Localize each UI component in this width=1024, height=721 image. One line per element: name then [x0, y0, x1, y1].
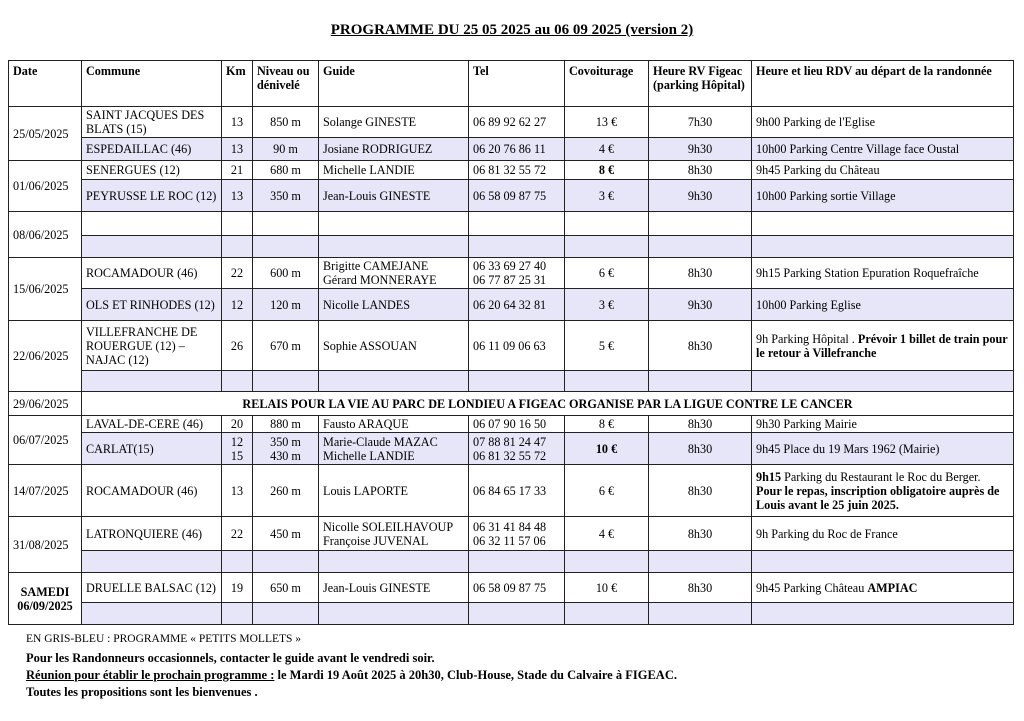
- date-cell: 06/07/2025: [9, 416, 82, 465]
- header-tel: Tel: [469, 61, 565, 107]
- guide-name: Brigitte CAMEJANE: [323, 259, 429, 274]
- header-date: Date: [9, 61, 82, 107]
- niveau-cell: 680 m: [253, 161, 319, 180]
- guide-cell: Jean-Louis GINESTE: [319, 573, 469, 603]
- rdv-cell: 9h Parking du Roc de France: [752, 517, 1014, 551]
- tel-cell: 06 20 76 86 11: [469, 138, 565, 161]
- tel-number: 06 33 69 27 40: [473, 259, 547, 274]
- date-cell: 08/06/2025: [9, 212, 82, 258]
- heure-cell: 8h30: [649, 517, 752, 551]
- commune-cell: ROCAMADOUR (46): [82, 258, 222, 289]
- commune-cell: PEYRUSSE LE ROC (12): [82, 180, 222, 212]
- header-guide: Guide: [319, 61, 469, 107]
- covoit-cell: 4 €: [565, 138, 649, 161]
- guide-cell: Fausto ARAQUE: [319, 416, 469, 433]
- km-cell: 12: [222, 289, 253, 321]
- km-cell: 13: [222, 138, 253, 161]
- tel-number: 06 31 41 84 48: [473, 519, 547, 534]
- niveau-cell: 650 m: [253, 573, 319, 603]
- rdv-cell: 9h45 Place du 19 Mars 1962 (Mairie): [752, 433, 1014, 465]
- niveau-cell: 90 m: [253, 138, 319, 161]
- date-cell: 25/05/2025: [9, 107, 82, 161]
- tel-cell: 06 20 64 32 81: [469, 289, 565, 321]
- covoit-cell: 13 €: [565, 107, 649, 138]
- rdv-cell: 9h15 Parking Station Epuration Roquefraîche: [752, 258, 1014, 289]
- covoit-cell: 6 €: [565, 465, 649, 517]
- table-row: [9, 107, 1014, 138]
- rdv-cell: 10h00 Parking Eglise: [752, 289, 1014, 321]
- table-row: [9, 465, 1014, 517]
- rdv-cell: 9h45 Parking du Château: [752, 161, 1014, 180]
- welcome-note: Toutes les propositions sont les bienvenues .: [26, 685, 258, 699]
- tel-number: 06 77 87 25 31: [473, 273, 547, 288]
- date-cell: 01/06/2025: [9, 161, 82, 212]
- header-km: Km: [222, 61, 253, 107]
- guide-name: Nicolle SOLEILHAVOUP: [323, 519, 454, 534]
- rdv-cell: 9h00 Parking de l'Eglise: [752, 107, 1014, 138]
- commune-cell: VILLEFRANCHE DE ROUERGUE (12) – NAJAC (12): [82, 321, 222, 371]
- guide-cell: Josiane RODRIGUEZ: [319, 138, 469, 161]
- header-row: [9, 61, 1014, 107]
- commune-cell: CARLAT(15): [82, 433, 222, 465]
- table-row: [9, 517, 1014, 551]
- table-row: [9, 212, 1014, 236]
- commune-cell: OLS ET RINHODES (12): [82, 289, 222, 321]
- guide-cell: Louis LAPORTE: [319, 465, 469, 517]
- header-heure-rv: Heure RV Figeac (parking Hôpital): [649, 61, 752, 107]
- commune-cell: DRUELLE BALSAC (12): [82, 573, 222, 603]
- niveau-cell: 260 m: [253, 465, 319, 517]
- guide-cell: Michelle LANDIE: [319, 161, 469, 180]
- km-cell: 13: [222, 465, 253, 517]
- table-row: [9, 573, 1014, 603]
- guide-name: Marie-Claude MAZAC: [323, 434, 438, 449]
- table-row: [9, 236, 1014, 258]
- rdv-cell: 9h30 Parking Mairie: [752, 416, 1014, 433]
- covoit-cell: 8 €: [565, 161, 649, 180]
- tel-cell: 06 58 09 87 75: [469, 573, 565, 603]
- date-cell: 22/06/2025: [9, 321, 82, 392]
- km-cell: 19: [222, 573, 253, 603]
- rdv-cell: 9h Parking Hôpital . Prévoir 1 billet de train pour le retour à Villefranche: [752, 321, 1014, 371]
- covoit-cell: 3 €: [565, 289, 649, 321]
- rdv-cell: 10h00 Parking Centre Village face Oustal: [752, 138, 1014, 161]
- commune-cell: ESPEDAILLAC (46): [82, 138, 222, 161]
- km-cell: 26: [222, 321, 253, 371]
- km-cell: 21: [222, 161, 253, 180]
- rdv-cell: 9h15 Parking du Restaurant le Roc du Berger. Pour le repas, inscription obligatoire auprès de Louis avant le 25 juin 2025.: [752, 465, 1014, 517]
- heure-cell: 9h30: [649, 138, 752, 161]
- guide-cell: [319, 433, 469, 465]
- guide-name: Françoise JUVENAL: [323, 533, 429, 548]
- tel-cell: 06 89 92 62 27: [469, 107, 565, 138]
- heure-cell: 7h30: [649, 107, 752, 138]
- covoit-cell: 10 €: [565, 573, 649, 603]
- commune-cell: LAVAL-DE-CERE (46): [82, 416, 222, 433]
- date-cell: 15/06/2025: [9, 258, 82, 321]
- page-title: PROGRAMME DU 25 05 2025 au 06 09 2025 (version 2): [330, 22, 694, 38]
- covoit-cell: 4 €: [565, 517, 649, 551]
- table-row: [9, 371, 1014, 392]
- niveau-cell: 600 m: [253, 258, 319, 289]
- niveau-cell: 880 m: [253, 416, 319, 433]
- table-row: [9, 321, 1014, 371]
- rdv-cell: 9h45 Parking Château AMPIAC: [752, 573, 1014, 603]
- table-row: [9, 603, 1014, 625]
- guide-name: Michelle LANDIE: [323, 448, 415, 463]
- heure-cell: 8h30: [649, 161, 752, 180]
- header-commune: Commune: [82, 61, 222, 107]
- guide-cell: [319, 258, 469, 289]
- niveau-cell: 670 m: [253, 321, 319, 371]
- commune-cell: ROCAMADOUR (46): [82, 465, 222, 517]
- covoit-cell: 6 €: [565, 258, 649, 289]
- meeting-note: Réunion pour établir le prochain programme : le Mardi 19 Août 2025 à 20h30, Club-House, Stade du Calvaire à FIGEAC.: [26, 668, 677, 682]
- heure-cell: 8h30: [649, 433, 752, 465]
- heure-cell: 8h30: [649, 573, 752, 603]
- km-cell: 12 15: [222, 433, 253, 465]
- heure-cell: 9h30: [649, 289, 752, 321]
- guide-cell: Nicolle LANDES: [319, 289, 469, 321]
- rdv-cell: 10h00 Parking sortie Village: [752, 180, 1014, 212]
- commune-cell: LATRONQUIERE (46): [82, 517, 222, 551]
- header-niveau: Niveau ou dénivelé: [253, 61, 319, 107]
- table-row: [9, 258, 1014, 289]
- tel-number: 06 81 32 55 72: [473, 448, 547, 463]
- table-row: [9, 433, 1014, 465]
- km-cell: 13: [222, 180, 253, 212]
- km-cell: 20: [222, 416, 253, 433]
- guide-name: Gérard MONNERAYE: [323, 273, 437, 288]
- date-cell: 29/06/2025: [9, 392, 82, 416]
- heure-cell: 9h30: [649, 180, 752, 212]
- table-row: [9, 289, 1014, 321]
- tel-cell: [469, 517, 565, 551]
- program-table: [8, 60, 1014, 625]
- tel-cell: [469, 258, 565, 289]
- tel-number: 07 88 81 24 47: [473, 434, 547, 449]
- heure-cell: 8h30: [649, 465, 752, 517]
- tel-cell: [469, 433, 565, 465]
- tel-cell: 06 11 09 06 63: [469, 321, 565, 371]
- header-covoiturage: Covoiturage: [565, 61, 649, 107]
- guide-cell: Solange GINESTE: [319, 107, 469, 138]
- heure-cell: 8h30: [649, 321, 752, 371]
- guide-cell: Jean-Louis GINESTE: [319, 180, 469, 212]
- tel-cell: 06 84 65 17 33: [469, 465, 565, 517]
- table-row: [9, 161, 1014, 180]
- niveau-cell: 450 m: [253, 517, 319, 551]
- heure-cell: 8h30: [649, 416, 752, 433]
- table-row: [9, 551, 1014, 573]
- km-cell: 13: [222, 107, 253, 138]
- relais-note: RELAIS POUR LA VIE AU PARC DE LONDIEU A FIGEAC ORGANISE PAR LA LIGUE CONTRE LE CANCER: [82, 392, 1014, 416]
- table-row: [9, 180, 1014, 212]
- commune-cell: SENERGUES (12): [82, 161, 222, 180]
- tel-cell: 06 58 09 87 75: [469, 180, 565, 212]
- km-cell: 22: [222, 517, 253, 551]
- covoit-cell: 3 €: [565, 180, 649, 212]
- km-cell: 22: [222, 258, 253, 289]
- covoit-cell: 10 €: [565, 433, 649, 465]
- heure-cell: 8h30: [649, 258, 752, 289]
- header-rdv: Heure et lieu RDV au départ de la randonnée: [752, 61, 1014, 107]
- tel-number: 06 32 11 57 06: [473, 533, 546, 548]
- guide-cell: Sophie ASSOUAN: [319, 321, 469, 371]
- date-cell: 14/07/2025: [9, 465, 82, 517]
- niveau-cell: 120 m: [253, 289, 319, 321]
- date-cell: 31/08/2025: [9, 517, 82, 573]
- niveau-cell: 350 m: [253, 180, 319, 212]
- niveau-cell: 850 m: [253, 107, 319, 138]
- table-row: [9, 416, 1014, 433]
- covoit-cell: 8 €: [565, 416, 649, 433]
- tel-cell: 06 81 32 55 72: [469, 161, 565, 180]
- occasional-note: Pour les Randonneurs occasionnels, contacter le guide avant le vendredi soir.: [26, 651, 435, 665]
- commune-cell: SAINT JACQUES DES BLATS (15): [82, 107, 222, 138]
- legend-note: EN GRIS-BLEU : PROGRAMME « PETITS MOLLETS »: [26, 633, 302, 645]
- table-row: [9, 392, 1014, 416]
- guide-cell: [319, 517, 469, 551]
- tel-cell: 06 07 90 16 50: [469, 416, 565, 433]
- table-row: [9, 138, 1014, 161]
- date-cell: SAMEDI 06/09/2025: [9, 573, 82, 625]
- niveau-cell: 350 m 430 m: [253, 433, 319, 465]
- covoit-cell: 5 €: [565, 321, 649, 371]
